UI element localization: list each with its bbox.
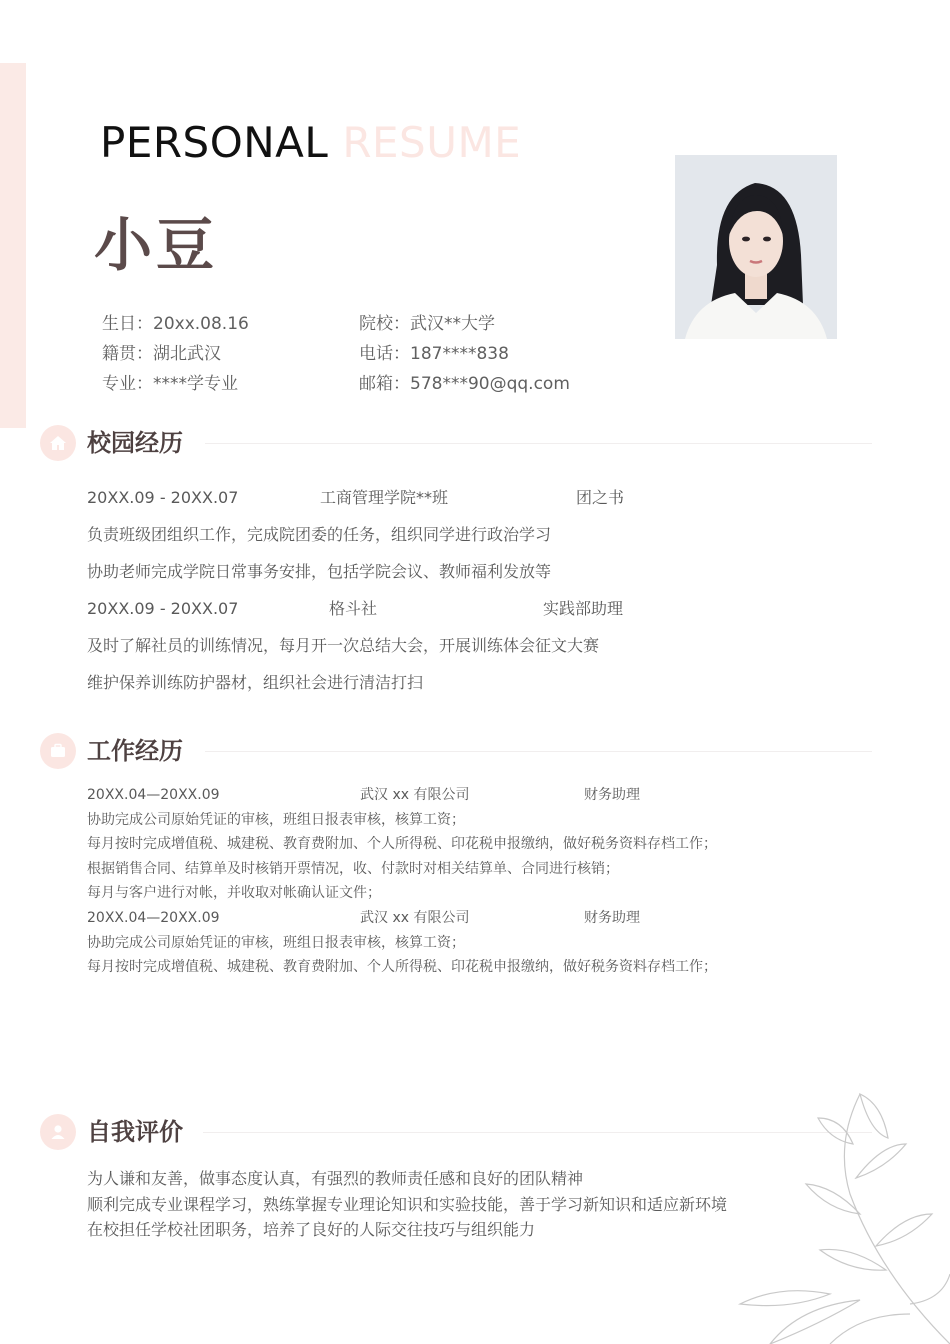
- campus-detail: 负责班级团组织工作，完成院团委的任务，组织同学进行政治学习: [87, 525, 552, 544]
- title-personal: PERSONAL: [100, 118, 329, 167]
- work-detail: 协助完成公司原始凭证的审核，班组日报表审核，核算工资；: [87, 811, 465, 828]
- resume-title: [100, 118, 521, 167]
- portrait-illustration: [675, 155, 837, 339]
- work-detail: 每月与客户进行对帐，并收取对帐确认证文件；: [87, 885, 381, 902]
- work-entry-header: 20XX.04—20XX.09 武汉 xx 有限公司 财务助理: [87, 787, 640, 803]
- info-birthday: 生日：20xx.08.16: [102, 314, 249, 334]
- briefcase-icon: [40, 733, 76, 769]
- section-work-title: 工作经历: [87, 737, 183, 765]
- candidate-name: 小豆: [94, 211, 219, 279]
- info-phone: 电话：187****838: [359, 344, 509, 364]
- section-self-title: 自我评价: [87, 1118, 183, 1146]
- profile-photo: [675, 155, 837, 339]
- section-campus-header: [40, 423, 872, 463]
- campus-detail: 协助老师完成学院日常事务安排，包括学院会议、教师福利发放等: [87, 562, 552, 581]
- info-right-column: [359, 309, 570, 399]
- info-email[interactable]: 邮箱：578***90@qq.com: [359, 374, 570, 394]
- campus-entry-header: 20XX.09 - 20XX.07 工商管理学院**班 团之书: [87, 488, 625, 507]
- leaf-decoration: [710, 1074, 950, 1344]
- section-divider: [205, 751, 872, 752]
- campus-list: [87, 479, 877, 701]
- work-detail: 每月按时完成增值税、城建税、教育费附加、个人所得税、印花税申报缴纳，做好税务资料存档工作；: [87, 836, 717, 853]
- info-school: 院校：武汉**大学: [359, 314, 495, 334]
- work-entry-header: 20XX.04—20XX.09 武汉 xx 有限公司 财务助理: [87, 909, 640, 926]
- info-major: 专业：****学专业: [102, 374, 238, 394]
- user-icon: [40, 1114, 76, 1150]
- campus-detail: 及时了解社员的训练情况，每月开一次总结大会，开展训练体会征文大赛: [87, 636, 600, 655]
- self-evaluation: [87, 1166, 727, 1243]
- self-evaluation-line: 在校担任学校社团职务，培养了良好的人际交往技巧与组织能力: [87, 1220, 536, 1239]
- work-detail: 协助完成公司原始凭证的审核，班组日报表审核，核算工资；: [87, 934, 465, 951]
- work-list: [87, 783, 877, 980]
- work-detail: 每月按时完成增值税、城建税、教育费附加、个人所得税、印花税申报缴纳，做好税务资料存档工作；: [87, 959, 717, 976]
- self-evaluation-line: 为人谦和友善，做事态度认真，有强烈的教师责任感和良好的团队精神: [87, 1169, 584, 1188]
- side-accent-bar: [0, 63, 26, 428]
- section-campus-title: 校园经历: [87, 429, 183, 457]
- title-resume: RESUME: [342, 118, 522, 167]
- self-evaluation-line: 顺利完成专业课程学习，熟练掌握专业理论知识和实验技能，善于学习新知识和适应新环境: [87, 1194, 728, 1214]
- campus-detail: 维护保养训练防护器材，组织社会进行清洁打扫: [87, 673, 424, 692]
- home-icon: [40, 425, 76, 461]
- work-detail: 根据销售合同、结算单及时核销开票情况，收、付款时对相关结算单、合同进行核销；: [87, 860, 619, 877]
- info-hometown: 籍贯：湖北武汉: [102, 344, 221, 364]
- info-left-column: [102, 309, 249, 399]
- campus-entry-header: 20XX.09 - 20XX.07 格斗社 实践部助理: [87, 599, 624, 618]
- section-divider: [205, 443, 872, 444]
- section-work-header: [40, 731, 872, 771]
